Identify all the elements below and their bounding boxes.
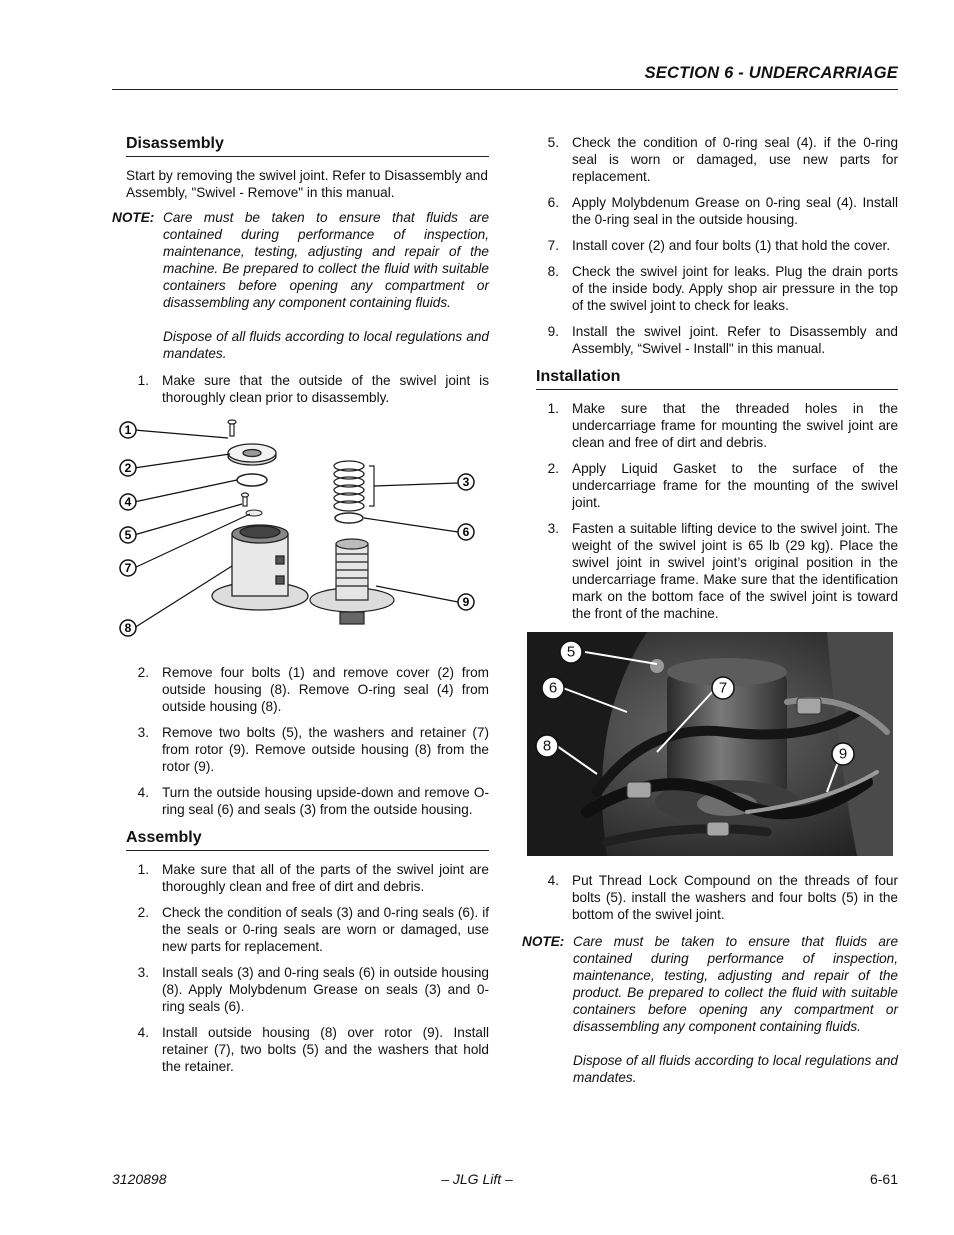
list-item xyxy=(112,664,489,715)
step-number: 2. xyxy=(547,461,559,476)
disassembly-step-list xyxy=(112,372,489,406)
callout-label: 7 xyxy=(124,561,132,575)
note-paragraph: Dispose of all fluids according to local regulations and mandates. xyxy=(573,1053,898,1085)
step-number: 4. xyxy=(137,1025,149,1040)
callout-label: 2 xyxy=(124,461,132,475)
seal-stack-part xyxy=(334,461,364,511)
footer-page-number: 6-61 xyxy=(869,1171,898,1187)
assembly-step-list xyxy=(112,861,489,1075)
note-block xyxy=(522,933,898,1086)
step-text: Apply Liquid Gasket to the surface of the undercarriage frame for the mounting of the swivel joint. xyxy=(572,461,898,510)
step-text: Install seals (3) and 0-ring seals (6) in outside housing (8). Apply Molybdenum Grease on seals (3) and 0-ring seals (6). xyxy=(162,965,489,1014)
photo-callout-label: 7 xyxy=(718,679,728,697)
footer-doc-number: 3120898 xyxy=(112,1171,167,1187)
step-text: Remove two bolts (5), the washers and retainer (7) from rotor (9). Remove outside housing (8) from the rotor (9). xyxy=(162,725,489,774)
step-number: 6. xyxy=(547,195,559,210)
list-item xyxy=(112,1024,489,1075)
rotor-part xyxy=(310,539,394,624)
step-text: Install outside housing (8) over rotor (9). Install retainer (7), two bolts (5) and the washers that hold the retainer. xyxy=(162,1025,489,1074)
step-text: Put Thread Lock Compound on the threads of four bolts (5). install the washers and four bolts (5) in the bottom of the swivel joint. xyxy=(572,873,898,922)
step-text: Check the condition of 0-ring seal (4). if the 0-ring seal is worn or damaged, use new parts for replacement. xyxy=(572,135,898,184)
list-item xyxy=(112,724,489,775)
callout-label: 6 xyxy=(462,525,470,539)
step-number: 2. xyxy=(137,905,149,920)
step-number: 3. xyxy=(137,965,149,980)
bolt-part xyxy=(228,420,236,436)
step-text: Turn the outside housing upside-down and remove O-ring seal (6) and seals (3) from the outside housing. xyxy=(162,785,489,817)
swivel-exploded-diagram xyxy=(112,416,489,652)
disassembly-step-list xyxy=(112,664,489,818)
step-text: Make sure that the outside of the swivel joint is thoroughly clean prior to disassembly. xyxy=(162,373,489,405)
callout-label: 4 xyxy=(124,495,132,509)
note-block xyxy=(112,209,489,362)
disassembly-heading: Disassembly xyxy=(126,134,489,157)
list-item xyxy=(522,460,898,511)
list-item xyxy=(522,263,898,314)
step-text: Check the swivel joint for leaks. Plug the drain ports of the inside body. Apply shop air pressure in the top of the swivel joint to check for leaks. xyxy=(572,264,898,313)
step-text: Make sure that all of the parts of the swivel joint are thoroughly clean and free of dirt and debris. xyxy=(162,862,489,894)
installation-step-list xyxy=(522,400,898,622)
step-number: 4. xyxy=(137,785,149,800)
housing-part xyxy=(212,525,308,610)
installation-step-list xyxy=(522,872,898,923)
list-item xyxy=(112,861,489,895)
footer-brand: – JLG Lift – xyxy=(441,1171,513,1187)
seal-bracket xyxy=(369,466,374,506)
installation-heading: Installation xyxy=(536,367,898,390)
step-text: Install the swivel joint. Refer to Disassembly and Assembly, “Swivel - Install" in this manual. xyxy=(572,324,898,356)
callout-label: 5 xyxy=(124,528,132,542)
step-number: 1. xyxy=(137,862,149,877)
photo-callout-label: 5 xyxy=(566,643,576,661)
callout-label: 9 xyxy=(462,595,470,609)
list-item xyxy=(522,400,898,451)
o-ring-part xyxy=(237,474,267,486)
step-number: 4. xyxy=(547,873,559,888)
left-column xyxy=(112,134,489,1085)
step-number: 3. xyxy=(137,725,149,740)
note-label: NOTE: xyxy=(112,210,155,225)
note-paragraph: Dispose of all fluids according to local regulations and mandates. xyxy=(163,329,489,361)
step-text: Apply Molybdenum Grease on 0-ring seal (4). Install the 0-ring seal in the outside housing. xyxy=(572,195,898,227)
photo-callout-label: 8 xyxy=(542,737,552,755)
step-number: 9. xyxy=(547,324,559,339)
list-item xyxy=(522,237,898,254)
list-item xyxy=(522,872,898,923)
list-item xyxy=(112,904,489,955)
list-item xyxy=(522,520,898,622)
disassembly-intro: Start by removing the swivel joint. Refer to Disassembly and Assembly, "Swivel - Remove" in this manual. xyxy=(126,168,488,200)
step-number: 5. xyxy=(547,135,559,150)
list-item xyxy=(522,134,898,185)
note-text xyxy=(573,933,898,1086)
list-item xyxy=(522,323,898,357)
step-number: 1. xyxy=(547,401,559,416)
step-text: Fasten a suitable lifting device to the swivel joint. The weight of the swivel joint is 65 lb (29 kg). Place the swivel joint in swivel joint’s original position in the undercarriage frame. Make sure that the identification mark on the bottom face of the swivel joint is toward the front of the machine. xyxy=(572,521,898,621)
note-label: NOTE: xyxy=(522,934,565,949)
note-text xyxy=(163,209,489,362)
callout-label: 1 xyxy=(124,423,132,437)
note-paragraph: Care must be taken to ensure that fluids are contained during performance of inspection, maintenance, testing, adjusting and repair of the machine. Be prepared to collect the fluid with suitable containers before opening any compartment or disassembling any component containing fluids. xyxy=(163,210,489,310)
callout-label: 3 xyxy=(462,475,470,489)
list-item xyxy=(112,372,489,406)
swivel-installation-photo xyxy=(527,632,898,860)
bolt-part xyxy=(242,493,249,506)
step-text: Check the condition of seals (3) and 0-ring seals (6). if the seals or 0-ring seals are worn or damaged, use new parts for replacement. xyxy=(162,905,489,954)
photo-callout-label: 6 xyxy=(548,679,558,697)
step-text: Remove four bolts (1) and remove cover (2) from outside housing (8). Remove O-ring seal (4) from outside housing (8). xyxy=(162,665,489,714)
assembly-step-list-continued xyxy=(522,134,898,357)
list-item xyxy=(522,194,898,228)
step-number: 2. xyxy=(137,665,149,680)
photo-callout-label: 9 xyxy=(838,745,848,763)
step-number: 8. xyxy=(547,264,559,279)
assembly-heading: Assembly xyxy=(126,828,489,851)
o-ring-part xyxy=(335,513,363,523)
note-paragraph: Care must be taken to ensure that fluids are contained during performance of inspection, maintenance, testing, adjusting and repair of the product. Be prepared to collect the fluid with suitable containers before opening any compartment or disassembling any component containing fluids. xyxy=(573,934,898,1034)
step-number: 3. xyxy=(547,521,559,536)
step-text: Install cover (2) and four bolts (1) that hold the cover. xyxy=(572,238,891,253)
section-title: SECTION 6 - UNDERCARRIAGE xyxy=(644,64,898,82)
right-column xyxy=(522,134,898,1096)
list-item xyxy=(112,964,489,1015)
callout-label: 8 xyxy=(124,621,132,635)
step-number: 7. xyxy=(547,238,559,253)
list-item xyxy=(112,784,489,818)
header-rule xyxy=(112,89,898,90)
step-number: 1. xyxy=(137,373,149,388)
step-text: Make sure that the threaded holes in the undercarriage frame for mounting the swivel joint are clean and free of dirt and debris. xyxy=(572,401,898,450)
cover-part xyxy=(228,444,276,465)
